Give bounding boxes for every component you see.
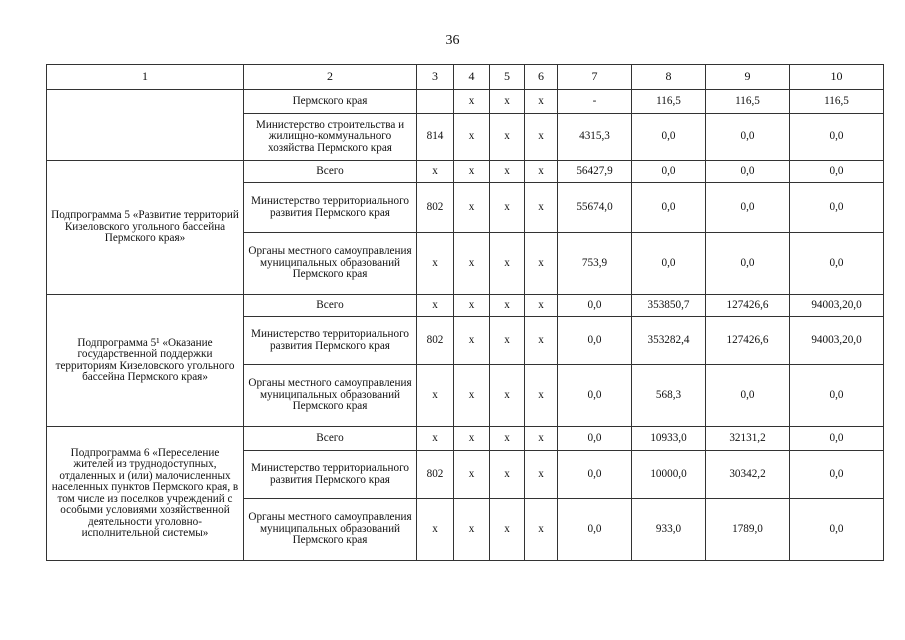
executor-cell: Министерство строительства и жилищно-коммунального хозяйства Пермского края: [244, 114, 417, 161]
executor-cell: Пермского края: [244, 90, 417, 114]
program-name-cell: Подпрограмма 6 «Переселение жителей из труднодоступных, отдаленных и (или) малочисленных населенных пунктов Пермского края, в том числе из поселков учреждений с особыми условиями хозяйственной деятельности уголовно-исполнительной системы»: [47, 427, 244, 561]
amount-cell: 0,0: [706, 183, 790, 233]
amount-cell: 0,0: [706, 114, 790, 161]
column-header: 5: [490, 65, 525, 90]
code-cell: 814: [417, 114, 454, 161]
amount-cell: 127426,6: [706, 317, 790, 365]
column-header: 1: [47, 65, 244, 90]
cell: x: [490, 317, 525, 365]
column-header: 7: [558, 65, 632, 90]
cell: x: [490, 365, 525, 427]
amount-cell: 568,3: [632, 365, 706, 427]
cell: x: [525, 114, 558, 161]
column-header: 3: [417, 65, 454, 90]
cell: x: [525, 233, 558, 295]
executor-cell: Органы местного самоуправления муниципальных образований Пермского края: [244, 233, 417, 295]
executor-cell: Всего: [244, 427, 417, 451]
cell: x: [525, 499, 558, 561]
amount-cell: 116,5: [790, 90, 884, 114]
cell: x: [490, 427, 525, 451]
amount-cell: 30342,2: [706, 451, 790, 499]
amount-cell: 94003,20,0: [790, 295, 884, 317]
amount-cell: 0,0: [790, 183, 884, 233]
amount-cell: 0,0: [558, 295, 632, 317]
amount-cell: 10933,0: [632, 427, 706, 451]
amount-cell: 0,0: [558, 499, 632, 561]
code-cell: 802: [417, 451, 454, 499]
amount-cell: 0,0: [790, 365, 884, 427]
code-cell: x: [417, 295, 454, 317]
cell: x: [454, 451, 490, 499]
cell: x: [454, 365, 490, 427]
code-cell: x: [417, 427, 454, 451]
column-header: 8: [632, 65, 706, 90]
amount-cell: 0,0: [790, 451, 884, 499]
executor-cell: Всего: [244, 161, 417, 183]
amount-cell: 933,0: [632, 499, 706, 561]
amount-cell: 0,0: [790, 114, 884, 161]
amount-cell: 0,0: [790, 427, 884, 451]
amount-cell: 0,0: [558, 365, 632, 427]
executor-cell: Министерство территориального развития Пермского края: [244, 183, 417, 233]
cell: x: [525, 365, 558, 427]
code-cell: [417, 90, 454, 114]
table-row: [47, 295, 884, 317]
cell: x: [454, 114, 490, 161]
cell: x: [525, 183, 558, 233]
cell: x: [490, 295, 525, 317]
cell: x: [525, 295, 558, 317]
column-header: 6: [525, 65, 558, 90]
amount-cell: 4315,3: [558, 114, 632, 161]
cell: x: [490, 90, 525, 114]
cell: x: [525, 451, 558, 499]
cell: x: [454, 183, 490, 233]
amount-cell: 10000,0: [632, 451, 706, 499]
cell: x: [490, 233, 525, 295]
program-name-cell: Подпрограмма 5¹ «Оказание государственной поддержки территориям Кизеловского угольного бассейна Пермского края»: [47, 295, 244, 427]
executor-cell: Министерство территориального развития Пермского края: [244, 451, 417, 499]
column-header: 9: [706, 65, 790, 90]
amount-cell: 0,0: [558, 451, 632, 499]
amount-cell: 56427,9: [558, 161, 632, 183]
cell: x: [454, 427, 490, 451]
code-cell: 802: [417, 317, 454, 365]
amount-cell: -: [558, 90, 632, 114]
code-cell: x: [417, 365, 454, 427]
cell: x: [454, 499, 490, 561]
amount-cell: 94003,20,0: [790, 317, 884, 365]
executor-cell: Всего: [244, 295, 417, 317]
amount-cell: 116,5: [706, 90, 790, 114]
amount-cell: 0,0: [632, 114, 706, 161]
cell: x: [525, 427, 558, 451]
amount-cell: 353850,7: [632, 295, 706, 317]
cell: x: [490, 183, 525, 233]
amount-cell: 0,0: [790, 499, 884, 561]
cell: x: [490, 161, 525, 183]
amount-cell: 1789,0: [706, 499, 790, 561]
code-cell: x: [417, 233, 454, 295]
amount-cell: 0,0: [632, 161, 706, 183]
amount-cell: 0,0: [790, 233, 884, 295]
cell: x: [525, 161, 558, 183]
amount-cell: 0,0: [790, 161, 884, 183]
amount-cell: 0,0: [558, 317, 632, 365]
amount-cell: 0,0: [558, 427, 632, 451]
amount-cell: 0,0: [706, 161, 790, 183]
table-row: [47, 161, 884, 183]
cell: x: [490, 114, 525, 161]
cell: x: [525, 317, 558, 365]
cell: x: [454, 317, 490, 365]
table-row: [47, 427, 884, 451]
amount-cell: 0,0: [632, 183, 706, 233]
amount-cell: 127426,6: [706, 295, 790, 317]
program-name-cell: [47, 90, 244, 161]
program-name-cell: Подпрограмма 5 «Развитие территорий Кизеловского угольного бассейна Пермского края»: [47, 161, 244, 295]
cell: x: [454, 161, 490, 183]
column-header: 10: [790, 65, 884, 90]
table-row: [47, 90, 884, 114]
cell: x: [454, 233, 490, 295]
cell: x: [490, 451, 525, 499]
amount-cell: 55674,0: [558, 183, 632, 233]
amount-cell: 753,9: [558, 233, 632, 295]
code-cell: 802: [417, 183, 454, 233]
page-number: 36: [445, 33, 460, 48]
amount-cell: 0,0: [706, 365, 790, 427]
amount-cell: 0,0: [632, 233, 706, 295]
amount-cell: 32131,2: [706, 427, 790, 451]
column-header: 2: [244, 65, 417, 90]
amount-cell: 353282,4: [632, 317, 706, 365]
executor-cell: Органы местного самоуправления муниципальных образований Пермского края: [244, 365, 417, 427]
code-cell: x: [417, 499, 454, 561]
executor-cell: Органы местного самоуправления муниципальных образований Пермского края: [244, 499, 417, 561]
amount-cell: 0,0: [706, 233, 790, 295]
column-header: 4: [454, 65, 490, 90]
code-cell: x: [417, 161, 454, 183]
cell: x: [454, 295, 490, 317]
cell: x: [490, 499, 525, 561]
executor-cell: Министерство территориального развития Пермского края: [244, 317, 417, 365]
budget-table: [46, 64, 884, 561]
cell: x: [525, 90, 558, 114]
cell: x: [454, 90, 490, 114]
amount-cell: 116,5: [632, 90, 706, 114]
column-number-row: [47, 65, 884, 90]
